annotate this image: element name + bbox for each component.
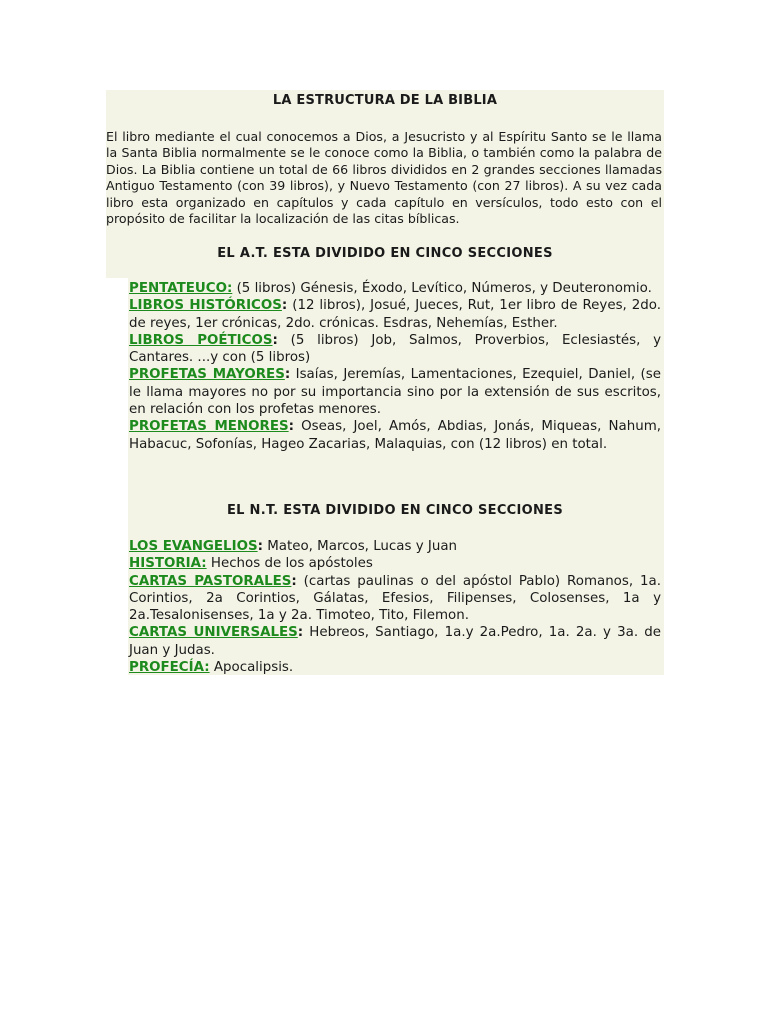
section-text: (5 libros) Génesis, Éxodo, Levítico, Números, y Deuteronomio.	[232, 281, 652, 296]
section-item: CARTAS UNIVERSALES: Hebreos, Santiago, 1a.y 2a.Pedro, 1a. 2a. y 3a. de Juan y Judas.	[129, 625, 661, 658]
section-label: CARTAS PASTORALES	[129, 573, 292, 589]
section-item	[129, 659, 661, 676]
section-label: PROFECÍA:	[129, 660, 210, 676]
list-indent-area	[106, 278, 128, 675]
section-text: (5 libros) Job, Salmos, Proverbios, Eclesiastés, y Cantares. ...y con (5 libros)	[129, 332, 661, 366]
section-label: LOS EVANGELIOS	[129, 539, 258, 554]
section-text: (12 libros), Josué, Jueces, Rut, 1er libro de Reyes, 2do. de reyes, 1er crónicas, 2do. crónicas. Esdras, Nehemías, Esther.	[129, 298, 661, 331]
section-text: Mateo, Marcos, Lucas y Juan	[262, 539, 458, 554]
section-item: PROFETAS MAYORES: Isaías, Jeremías, Lamentaciones, Ezequiel, Daniel, (se le llama mayores no por su importancia sino por la extensión de sus escritos, en relación con los profetas menores.	[129, 367, 661, 418]
intro-paragraph: El libro mediante el cual conocemos a Dios, a Jesucristo y al Espíritu Santo se le llama la Santa Biblia normalmente se le conoce como la Biblia, o también como la palabra de Dios. La Biblia contiene un total de 66 libros divididos en 2 grandes secciones llamadas Antiguo Testamento (con 39 libros), y Nuevo Testamento (con 27 libros). A su vez cada libro esta organizado en capítulos y cada capítulo en versículos, todo esto con el propósito de facilitar la localización de las citas bíblicas.	[106, 129, 662, 227]
section-text: Oseas, Joel, Amós, Abdias, Jonás, Miqueas, Nahum, Habacuc, Sofonías, Hageo Zacarias, Malaquias, con (12 libros) en total.	[129, 419, 662, 452]
new-testament-heading: EL N.T. ESTA DIVIDIDO EN CINCO SECCIONES	[226, 503, 564, 518]
section-text: Apocalipsis.	[209, 660, 294, 676]
section-label: PENTATEUCO:	[129, 281, 233, 296]
section-item: LIBROS POÉTICOS: (5 libros) Job, Salmos, Proverbios, Eclesiastés, y Cantares. ...y con (5 libros)	[129, 332, 661, 366]
section-text: Hechos de los apóstoles	[206, 556, 373, 572]
section-text: Hebreos, Santiago, 1a.y 2a.Pedro, 1a. 2a. y 3a. de Juan y Judas.	[129, 625, 661, 658]
section-item: LIBROS HISTÓRICOS: (12 libros), Josué, Jueces, Rut, 1er libro de Reyes, 2do. de reyes, 1er crónicas, 2do. crónicas. Esdras, Nehemías, Esther.	[129, 298, 661, 331]
section-text: Isaías, Jeremías, Lamentaciones, Ezequiel, Daniel, (se le llama mayores no por su importancia sino por la extensión de sus escritos, en relación con los profetas menores.	[129, 367, 661, 418]
section-item	[129, 280, 661, 297]
section-label: LIBROS HISTÓRICOS	[129, 298, 282, 314]
section-label: PROFETAS MAYORES	[129, 367, 285, 383]
section-item: CARTAS PASTORALES: (cartas paulinas o del apóstol Pablo) Romanos, 1a. Corintios, 2a Corintios, Gálatas, Efesios, Filipenses, Colosenses, 1a y 2a.Tesalonisenses, 1a y 2a. Timoteo, Tito, Filemon.	[129, 573, 661, 624]
section-item: LOS EVANGELIOS: Mateo, Marcos, Lucas y Juan	[129, 539, 458, 554]
section-label: HISTORIA:	[129, 556, 207, 572]
section-item	[129, 555, 661, 572]
section-label: LIBROS POÉTICOS	[129, 332, 273, 348]
new-testament-sections	[129, 538, 661, 676]
section-item: PROFETAS MENORES: Oseas, Joel, Amós, Abdias, Jonás, Miqueas, Nahum, Habacuc, Sofonías, Hageo Zacarias, Malaquias, con (12 libros) en total.	[129, 419, 662, 452]
section-label: PROFETAS MENORES	[129, 419, 289, 435]
old-testament-sections	[129, 280, 661, 453]
section-text: (cartas paulinas o del apóstol Pablo) Romanos, 1a. Corintios, 2a Corintios, Gálatas, Efesios, Filipenses, Colosenses, 1a y 2a.Tesalonisenses, 1a y 2a. Timoteo, Tito, Filemon.	[129, 573, 661, 624]
section-label: CARTAS UNIVERSALES	[129, 625, 298, 641]
document-title: LA ESTRUCTURA DE LA BIBLIA	[272, 93, 498, 108]
old-testament-heading: EL A.T. ESTA DIVIDIDO EN CINCO SECCIONES	[217, 246, 553, 261]
